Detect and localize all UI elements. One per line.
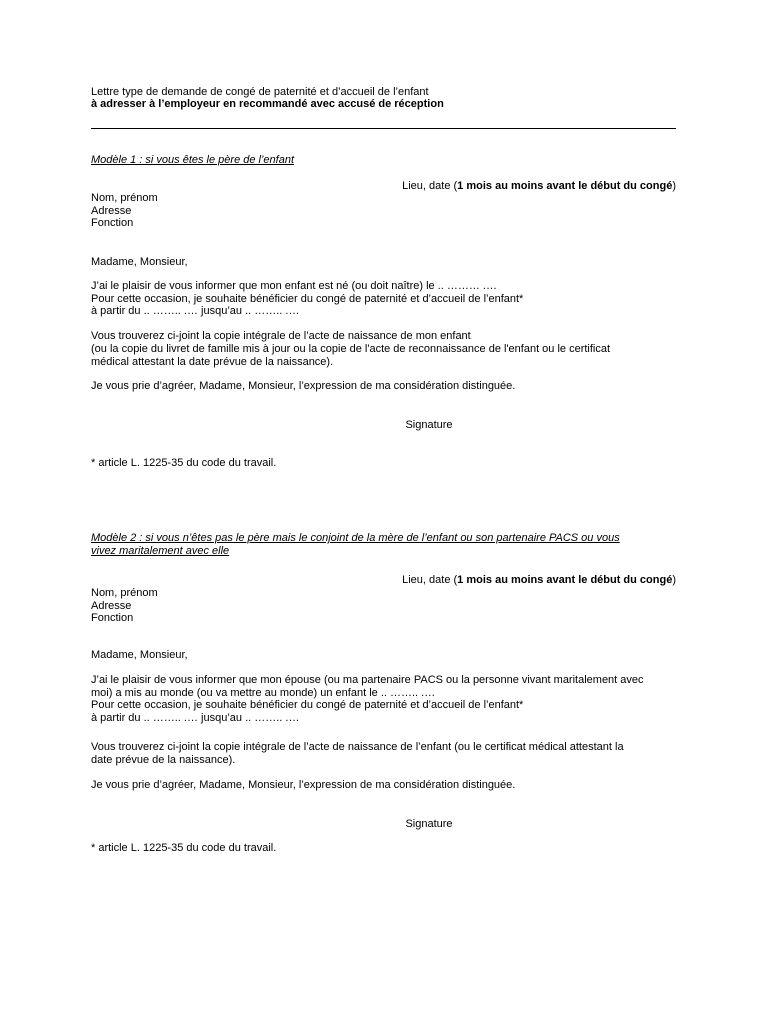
model1-salutation: Madame, Monsieur, xyxy=(91,256,188,268)
model1-para1-line: J’ai le plaisir de vous informer que mon enfant est né (ou doit naître) le .. ……… .… xyxy=(91,280,497,292)
header-divider xyxy=(91,128,676,129)
model2-footnote: * article L. 1225-35 du code du travail. xyxy=(91,842,277,854)
document-subtitle: à adresser à l’employeur en recommandé avec accusé de réception xyxy=(91,98,444,110)
model2-closing: Je vous prie d’agréer, Madame, Monsieur, l’expression de ma considération distinguée. xyxy=(91,779,516,791)
model2-para1-line: moi) a mis au monde (ou va mettre au monde) un enfant le .. …….. .… xyxy=(91,687,436,699)
model2-para1-line: J’ai le plaisir de vous informer que mon épouse (ou ma partenaire PACS ou la personne vivant maritalement avec xyxy=(91,674,644,686)
model2-place-date: Lieu, date (1 mois au moins avant le début du congé) xyxy=(402,574,676,586)
model1-para2-line: (ou la copie du livret de famille mis à jour ou la copie de l'acte de reconnaissance de l'enfant ou le certificat xyxy=(91,343,611,355)
model1-sender-address: Adresse xyxy=(91,205,132,217)
model1-signature: Signature xyxy=(405,419,453,431)
model2-heading: Modèle 2 : si vous n’êtes pas le père mais le conjoint de la mère de l’enfant ou son partenaire PACS ou vous xyxy=(91,532,620,544)
model1-para2-line: médical attestant la date prévue de la naissance). xyxy=(91,356,334,368)
model2-sender-function: Fonction xyxy=(91,612,134,624)
model2-heading: vivez maritalement avec elle xyxy=(91,545,230,557)
model2-para2-line: date prévue de la naissance). xyxy=(91,754,236,766)
model2-sender-address: Adresse xyxy=(91,600,132,612)
model1-heading: Modèle 1 : si vous êtes le père de l’enfant xyxy=(91,154,295,166)
model1-para2-line: Vous trouverez ci-joint la copie intégrale de l’acte de naissance de mon enfant xyxy=(91,330,471,342)
model1-place-date: Lieu, date (1 mois au moins avant le début du congé) xyxy=(402,180,676,192)
model1-footnote: * article L. 1225-35 du code du travail. xyxy=(91,457,277,469)
model1-para1-line: à partir du .. …….. .… jusqu’au .. …….. .… xyxy=(91,305,300,317)
model2-sender-name: Nom, prénom xyxy=(91,587,158,599)
model2-para1-line: à partir du .. …….. .… jusqu’au .. …….. .… xyxy=(91,712,300,724)
model1-sender-name: Nom, prénom xyxy=(91,192,158,204)
model2-para1-line: Pour cette occasion, je souhaite bénéficier du congé de paternité et d’accueil de l’enfant* xyxy=(91,699,524,711)
document-title: Lettre type de demande de congé de paternité et d’accueil de l’enfant xyxy=(91,86,429,98)
model1-closing: Je vous prie d’agréer, Madame, Monsieur, l’expression de ma considération distinguée. xyxy=(91,380,516,392)
model1-para1-line: Pour cette occasion, je souhaite bénéficier du congé de paternité et d’accueil de l’enfant* xyxy=(91,293,524,305)
model2-signature: Signature xyxy=(405,818,453,830)
model2-para2-line: Vous trouverez ci-joint la copie intégrale de l’acte de naissance de l’enfant (ou le certificat médical attestant la xyxy=(91,741,624,753)
model1-sender-function: Fonction xyxy=(91,217,134,229)
model2-salutation: Madame, Monsieur, xyxy=(91,649,188,661)
